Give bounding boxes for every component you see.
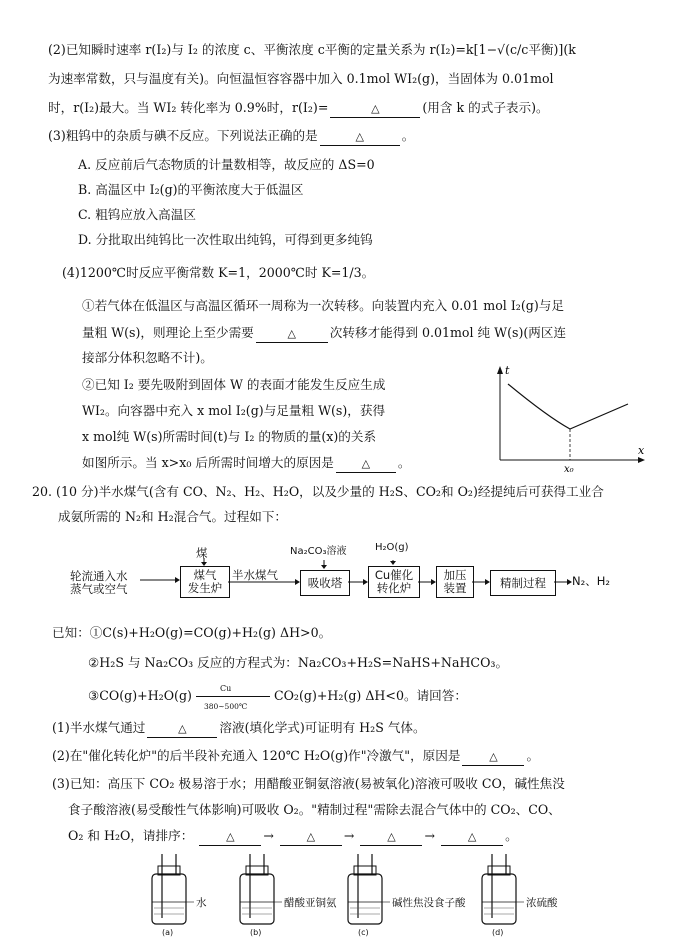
x-axis-label: x	[638, 444, 645, 457]
answer-blank[interactable]: △	[360, 828, 422, 846]
bottle-c-tag: (c)	[358, 928, 369, 937]
steam-label: H₂O(g)	[375, 542, 409, 553]
y-axis-arrow	[497, 366, 503, 374]
bottle-d-icon	[470, 852, 530, 930]
gas-generator-box: 煤气 发生炉	[180, 566, 230, 598]
q20-heading: 20. (10 分)半水煤气(含有 CO、N₂、H₂、H₂O，以及少量的 H₂S、CO₂和 O₂)经提纯后可获得工业合	[32, 484, 604, 499]
bottle-a-label: 水	[196, 897, 207, 909]
bottle-a-tag: (a)	[162, 928, 174, 937]
answer-blank[interactable]: △	[256, 325, 328, 343]
bottle-c	[336, 852, 466, 942]
bottle-b	[228, 852, 338, 942]
answer-blank[interactable]: △	[320, 128, 400, 146]
option-b: B. 高温区中 I₂(g)的平衡浓度大于低温区	[78, 182, 304, 197]
line-q4-1: ①若气体在低温区与高温区循环一周称为一次转移。向装置内充入 0.01 mol I₂(g)与足	[82, 298, 564, 313]
coal-label: 煤	[196, 546, 208, 560]
known-2: ②H₂S 与 Na₂CO₃ 反应的方程式为：Na₂CO₃+H₂S=NaHS+NaHCO₃。	[88, 655, 509, 670]
line-q4: (4)1200℃时反应平衡常数 K=1，2000℃时 K=1/3。	[62, 265, 375, 280]
option-a: A. 反应前后气态物质的计量数相等，故反应的 ΔS=0	[78, 157, 375, 172]
x-axis-arrow	[638, 457, 645, 463]
semi-water-gas-label: 半水煤气	[232, 568, 278, 582]
refining-box: 精制过程	[490, 570, 556, 596]
answer-blank[interactable]: △	[199, 828, 261, 846]
curve	[508, 384, 628, 429]
answer-blank[interactable]: △	[280, 828, 342, 846]
bottle-b-label: 醋酸亚铜氨	[284, 897, 337, 909]
bottle-a-icon	[140, 852, 200, 930]
x0-label: x₀	[564, 464, 574, 474]
bottle-b-tag: (b)	[250, 928, 262, 937]
q20-heading-cont: 成氨所需的 N₂和 H₂混合气。过程如下：	[58, 509, 288, 524]
option-d: D. 分批取出纯钨比一次性取出纯钨，可得到更多纯钨	[78, 232, 373, 247]
option-c: C. 粗钨应放入高温区	[78, 207, 196, 222]
line-q4-2d: 如图所示。当 x>x₀ 后所需时间增大的原因是 △ 。	[82, 455, 411, 473]
flow-arrows	[140, 552, 580, 604]
known-3: ③CO(g)+H₂O(g) $\frac{Cu}{380\sim 500℃}$ CO₂(g)+H₂(g) ΔH<0。请回答：	[88, 683, 467, 711]
inlet-label: 轮流通入水 蒸气或空气	[70, 569, 128, 596]
y-axis-label: t	[505, 364, 510, 377]
bottle-d	[470, 852, 590, 942]
reaction-condition-arrow: $\frac{Cu}{380\sim 500℃}$	[196, 689, 270, 705]
answer-blank[interactable]: △	[441, 828, 503, 846]
bottle-b-icon	[228, 852, 288, 930]
answer-blank[interactable]: △	[462, 748, 524, 766]
line-q4-2c: x mol纯 W(s)所需时间(t)与 I₂ 的物质的量(x)的关系	[82, 429, 377, 444]
converter-box: Cu催化 转化炉	[368, 566, 420, 598]
known-1: 已知：①C(s)+H₂O(g)=CO(g)+H₂(g) ΔH>0。	[52, 625, 332, 640]
gas-washing-bottles	[140, 852, 600, 942]
line-q4-1b: 量粗 W(s)，则理论上至少需要 △ 次转移才能得到 0.01mol 纯 W(s)(两区连	[82, 325, 566, 343]
q20-3a: (3)已知：高压下 CO₂ 极易溶于水；用醋酸亚铜氨溶液(易被氧化)溶液可吸收 CO，碱性焦没	[52, 776, 565, 791]
bottle-d-tag: (d)	[492, 928, 504, 937]
q20-1: (1)半水煤气通过 △ 溶液(填化学式)可证明有 H₂S 气体。	[52, 720, 426, 738]
q20-3c: O₂ 和 H₂O，请排序： △ → △ → △ → △ 。	[68, 828, 518, 846]
q20-3b: 食子酸溶液(易受酸性气体影响)可吸收 O₂。"精制过程"需除去混合气体中的 CO₂、CO、	[68, 802, 561, 817]
compressor-box: 加压 装置	[436, 566, 474, 598]
bottle-c-icon	[336, 852, 396, 930]
line-q4-2b: WI₂。向容器中充入 x mol I₂(g)与足量粗 W(s)，获得	[82, 403, 386, 418]
line-q2-cont: 为速率常数，只与温度有关)。向恒温恒容容器中加入 0.1mol WI₂(g)，当固体为 0.01mol	[48, 71, 554, 86]
line-q3: (3)粗钨中的杂质与碘不反应。下列说法正确的是 △ 。	[48, 128, 414, 146]
time-vs-amount-graph	[488, 362, 650, 474]
line-q4-2a: ②已知 I₂ 要先吸附到固体 W 的表面才能发生反应生成	[82, 377, 386, 392]
product-label: N₂、H₂	[572, 574, 610, 588]
q20-2: (2)在"催化转化炉"的后半段补充通入 120℃ H₂O(g)作"冷激气"，原因是 △ 。	[52, 748, 539, 766]
bottle-c-label: 碱性焦没食子酸	[392, 897, 466, 909]
answer-blank[interactable]: △	[147, 720, 217, 738]
line-q2-rate: (2)已知瞬时速率 r(I₂)与 I₂ 的浓度 c、平衡浓度 c平衡的定量关系为 r(I₂)=k[1−√(c/c平衡)](k	[48, 42, 576, 57]
answer-blank[interactable]: △	[330, 100, 420, 118]
answer-blank[interactable]: △	[336, 455, 396, 473]
line-q4-1c: 接部分体积忽略不计)。	[82, 350, 213, 365]
na2co3-label: Na₂CO₃溶液	[290, 546, 347, 557]
absorber-box: 吸收塔	[300, 570, 350, 596]
bottle-d-label: 浓硫酸	[526, 897, 558, 909]
line-q2-blank: 时，r(I₂)最大。当 WI₂ 转化率为 0.9%时，r(I₂)= △ (用含 k 的式子表示)。	[48, 100, 549, 118]
